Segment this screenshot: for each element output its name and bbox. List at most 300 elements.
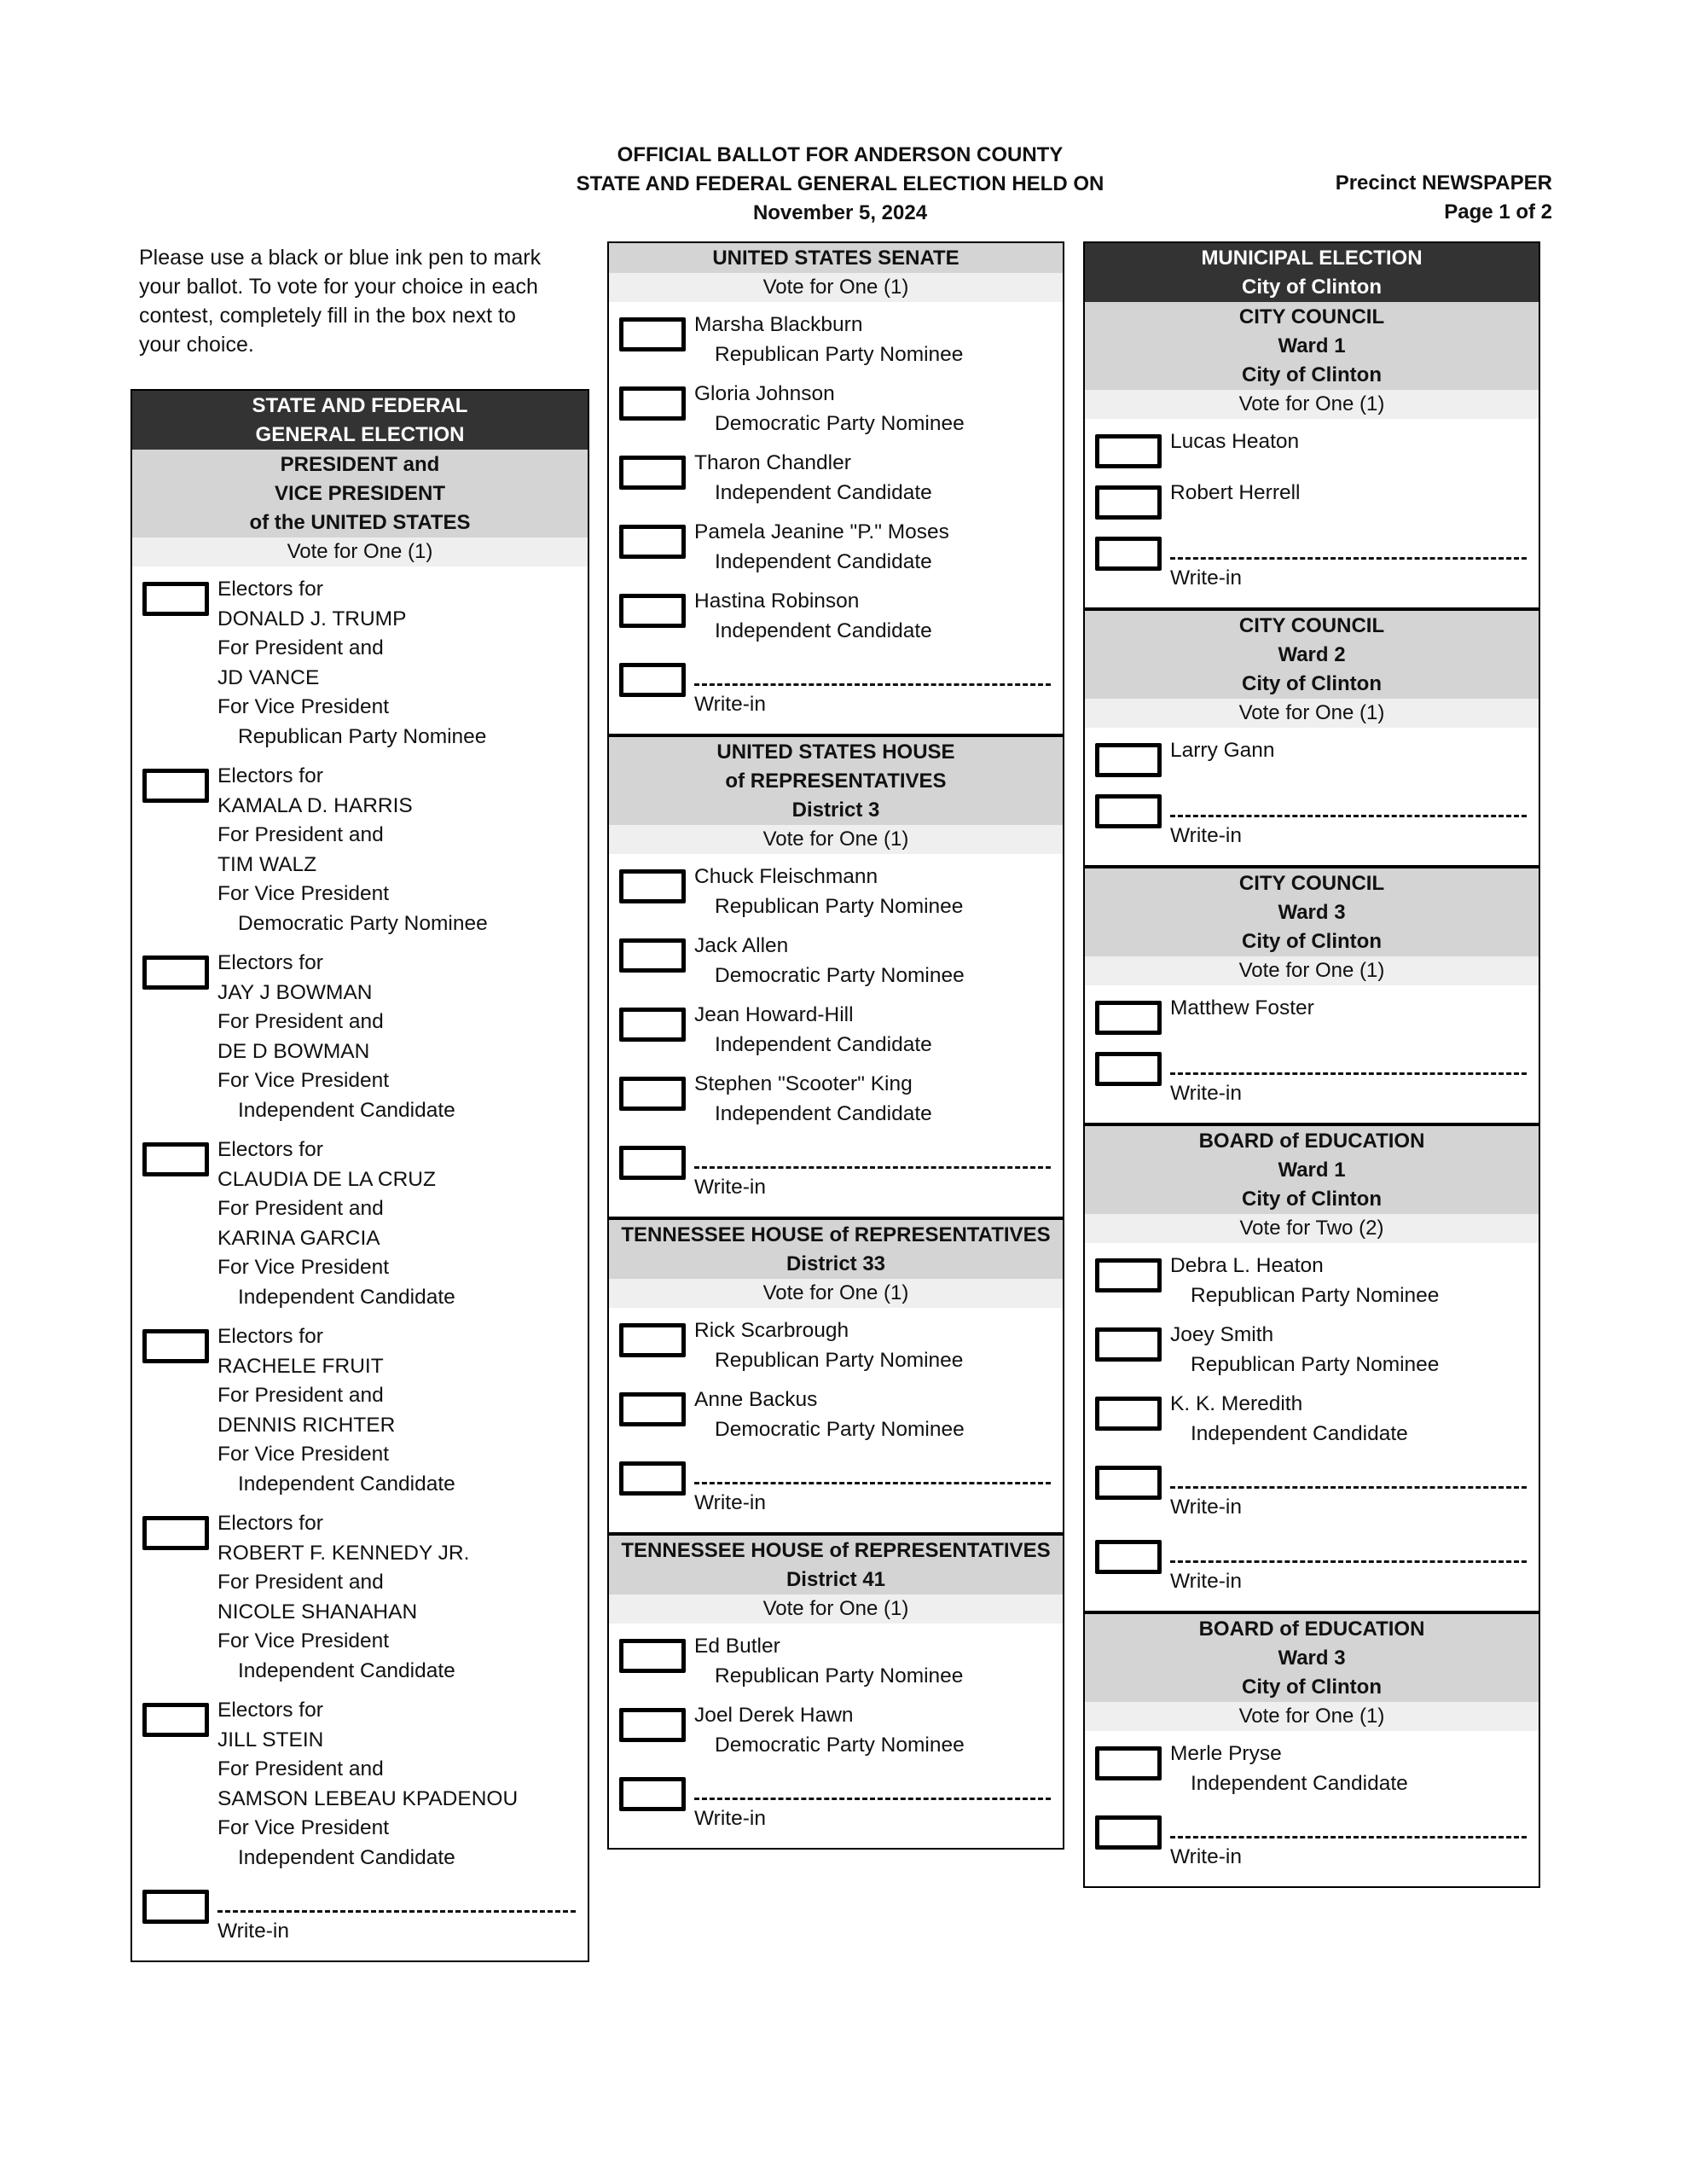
write-in-field[interactable] — [1170, 530, 1539, 594]
candidate-label — [1170, 479, 1301, 508]
office-title: CITY COUNCIL — [1238, 614, 1385, 637]
vote-target-box[interactable] — [619, 869, 686, 903]
candidate-label — [217, 1136, 455, 1312]
write-in-label: Write-in — [694, 1176, 766, 1199]
vote-target-box[interactable] — [619, 663, 686, 697]
office-title: TENNESSEE HOUSE of REPRESENTATIVES — [621, 1223, 1051, 1246]
candidate-name: Pamela Jeanine "P." Moses — [694, 520, 949, 543]
candidate-label — [1170, 994, 1314, 1024]
president-candidate-name: JILL STEIN — [217, 1728, 324, 1751]
vice-president-role-label: For Vice President — [217, 1816, 390, 1839]
title-line-1: OFFICIAL BALLOT FOR ANDERSON COUNTY — [617, 143, 1064, 166]
vote-target-box[interactable] — [619, 938, 686, 973]
vote-target-box[interactable] — [1095, 794, 1162, 828]
candidate-list — [1085, 728, 1539, 865]
candidate-name: K. K. Meredith — [1170, 1392, 1303, 1415]
president-candidate-name: RACHELE FRUIT — [217, 1354, 384, 1378]
instructions-line: Please use a black or blue ink pen to mark — [139, 246, 542, 270]
vice-president-candidate-name: SAMSON LEBEAU KPADENOU — [217, 1786, 519, 1810]
candidate-name: Robert Herrell — [1170, 481, 1301, 504]
contest-tn-house-33 — [607, 1218, 1064, 1534]
candidate-label — [694, 1385, 965, 1444]
office-header — [609, 243, 1063, 273]
party-affiliation: Republican Party Nominee — [715, 1348, 964, 1372]
electors-label: Electors for — [217, 1512, 323, 1535]
office-header — [132, 450, 588, 537]
vice-president-candidate-name: JD VANCE — [217, 665, 320, 689]
vote-target-box[interactable] — [1095, 485, 1162, 520]
office-title: of REPRESENTATIVES — [725, 770, 947, 793]
candidate-option[interactable] — [609, 999, 1063, 1068]
candidate-option[interactable] — [132, 573, 588, 760]
precinct-label: Precinct NEWSPAPER — [1335, 171, 1552, 195]
write-in-line[interactable] — [1170, 1533, 1527, 1563]
party-affiliation: Independent Candidate — [715, 1101, 932, 1125]
vote-target-box[interactable] — [619, 1323, 686, 1357]
candidate-label — [1170, 427, 1299, 457]
party-affiliation: Democratic Party Nominee — [715, 1733, 965, 1757]
candidate-option[interactable] — [609, 1068, 1063, 1137]
party-affiliation: Independent Candidate — [238, 1472, 455, 1496]
candidate-list — [1085, 985, 1539, 1123]
candidate-name: Tharon Chandler — [694, 451, 851, 474]
candidate-option[interactable] — [132, 1321, 588, 1507]
write-in-line[interactable] — [1170, 530, 1527, 560]
candidate-label — [1170, 1390, 1408, 1449]
contest-board-of-education-ward-1 — [1083, 1124, 1540, 1612]
write-in-option[interactable] — [1085, 1043, 1539, 1118]
candidate-option[interactable] — [609, 378, 1063, 447]
ballot-title — [546, 141, 1134, 228]
vote-target-box[interactable] — [142, 1329, 209, 1363]
candidate-label — [1170, 736, 1275, 766]
write-in-label: Write-in — [1170, 1082, 1242, 1105]
vote-target-box[interactable] — [1095, 1397, 1162, 1431]
office-title: District 3 — [791, 799, 880, 822]
office-title: Ward 1 — [1278, 1159, 1346, 1182]
candidate-option[interactable] — [1085, 1250, 1539, 1319]
vote-target-box[interactable] — [619, 1392, 686, 1426]
candidate-label — [217, 949, 455, 1125]
write-in-field[interactable] — [217, 1883, 588, 1947]
candidate-label — [1170, 1321, 1439, 1380]
candidate-option[interactable] — [609, 861, 1063, 930]
president-role-label: For President and — [217, 1197, 384, 1220]
candidate-label — [217, 1696, 518, 1873]
write-in-field[interactable] — [1170, 787, 1539, 851]
vote-for-instruction: Vote for Two (2) — [1085, 1214, 1539, 1243]
candidate-name: Debra L. Heaton — [1170, 1254, 1324, 1277]
vote-target-box[interactable] — [142, 1703, 209, 1737]
party-affiliation: Republican Party Nominee — [715, 342, 964, 366]
party-affiliation: Independent Candidate — [238, 1658, 455, 1682]
vote-for-instruction: Vote for One (1) — [132, 537, 588, 566]
candidate-option[interactable] — [609, 516, 1063, 585]
vote-target-box[interactable] — [1095, 1327, 1162, 1362]
vice-president-role-label: For Vice President — [217, 1069, 390, 1092]
vote-for-instruction: Vote for One (1) — [1085, 956, 1539, 985]
contest-president — [130, 389, 589, 1962]
write-in-label: Write-in — [1170, 1570, 1242, 1593]
write-in-field[interactable] — [1170, 1533, 1539, 1597]
president-candidate-name: KAMALA D. HARRIS — [217, 793, 413, 817]
president-role-label: For President and — [217, 636, 384, 659]
vote-target-box[interactable] — [1095, 1746, 1162, 1780]
candidate-name: Gloria Johnson — [694, 382, 835, 405]
president-role-label: For President and — [217, 1010, 384, 1033]
candidate-list — [609, 302, 1063, 734]
president-role-label: For President and — [217, 823, 384, 846]
party-affiliation: Republican Party Nominee — [238, 724, 487, 748]
contest-us-house — [607, 735, 1064, 1218]
party-affiliation: Independent Candidate — [715, 549, 932, 573]
vote-target-box[interactable] — [142, 1890, 209, 1924]
vote-target-box[interactable] — [619, 1077, 686, 1111]
vice-president-candidate-name: NICOLE SHANAHAN — [217, 1600, 418, 1623]
contest-board-of-education-ward-3 — [1083, 1612, 1540, 1888]
write-in-option[interactable] — [1085, 786, 1539, 860]
write-in-field[interactable] — [1170, 1809, 1539, 1873]
party-affiliation: Independent Candidate — [1191, 1771, 1408, 1795]
vote-target-box[interactable] — [1095, 537, 1162, 571]
section-title: MUNICIPAL ELECTION — [1201, 247, 1423, 270]
section-title: STATE AND FEDERAL — [252, 394, 468, 417]
candidate-label — [694, 380, 965, 439]
write-in-option[interactable] — [609, 1137, 1063, 1211]
candidate-name: Joel Derek Hawn — [694, 1704, 854, 1727]
candidate-option[interactable] — [609, 309, 1063, 378]
right-column — [1083, 241, 1540, 1888]
vote-for-instruction: Vote for One (1) — [1085, 699, 1539, 728]
party-affiliation: Independent Candidate — [715, 1032, 932, 1056]
candidate-option[interactable] — [132, 1134, 588, 1321]
write-in-line[interactable] — [694, 1139, 1051, 1169]
party-affiliation: Republican Party Nominee — [715, 1664, 964, 1687]
office-title: CITY COUNCIL — [1238, 305, 1385, 328]
president-role-label: For President and — [217, 1384, 384, 1407]
vote-target-box[interactable] — [1095, 1540, 1162, 1574]
write-in-option[interactable] — [1085, 1807, 1539, 1881]
write-in-option[interactable] — [609, 654, 1063, 729]
office-header — [609, 737, 1063, 825]
write-in-option[interactable] — [1085, 528, 1539, 602]
candidate-name: Matthew Foster — [1170, 996, 1314, 1019]
party-affiliation: Republican Party Nominee — [715, 894, 964, 918]
candidate-name: Jean Howard-Hill — [694, 1003, 854, 1026]
write-in-field[interactable] — [694, 1139, 1063, 1203]
party-affiliation: Democratic Party Nominee — [238, 911, 488, 935]
vote-target-box[interactable] — [1095, 1052, 1162, 1086]
candidate-option[interactable] — [609, 930, 1063, 999]
candidate-option[interactable] — [1085, 426, 1539, 477]
instructions-line: contest, completely fill in the box next to — [139, 304, 516, 328]
candidate-label — [694, 1701, 965, 1760]
office-title: PRESIDENT and — [280, 453, 440, 476]
candidate-name: Merle Pryse — [1170, 1742, 1282, 1765]
write-in-label: Write-in — [1170, 1845, 1242, 1868]
vote-target-box[interactable] — [619, 1146, 686, 1180]
office-header — [1085, 1614, 1539, 1702]
office-title: TENNESSEE HOUSE of REPRESENTATIVES — [621, 1539, 1051, 1562]
vote-target-box[interactable] — [142, 1516, 209, 1550]
candidate-list — [609, 1623, 1063, 1848]
vote-for-instruction: Vote for One (1) — [609, 1279, 1063, 1308]
candidate-label — [694, 587, 932, 646]
candidate-option[interactable] — [609, 1384, 1063, 1453]
office-title: UNITED STATES HOUSE — [716, 741, 955, 764]
write-in-line[interactable] — [1170, 1459, 1527, 1489]
party-affiliation: Democratic Party Nominee — [715, 1417, 965, 1441]
candidate-list — [1085, 419, 1539, 607]
candidate-label — [694, 449, 932, 508]
section-title: City of Clinton — [1242, 276, 1382, 299]
office-title: of the UNITED STATES — [249, 511, 471, 534]
party-affiliation: Independent Candidate — [238, 1845, 455, 1869]
vice-president-candidate-name: KARINA GARCIA — [217, 1226, 380, 1250]
vote-target-box[interactable] — [619, 456, 686, 490]
write-in-line[interactable] — [1170, 787, 1527, 817]
vice-president-role-label: For Vice President — [217, 1443, 390, 1466]
party-affiliation: Independent Candidate — [1191, 1421, 1408, 1445]
vote-target-box[interactable] — [1095, 1815, 1162, 1850]
candidate-name: Stephen "Scooter" King — [694, 1072, 913, 1095]
vote-target-box[interactable] — [142, 956, 209, 990]
write-in-label: Write-in — [1170, 824, 1242, 847]
write-in-option[interactable] — [1085, 1531, 1539, 1606]
left-column — [130, 389, 589, 1962]
contest-city-council-ward-1 — [1083, 241, 1540, 609]
office-title: City of Clinton — [1242, 930, 1382, 953]
office-title: BOARD of EDUCATION — [1198, 1130, 1425, 1153]
write-in-field[interactable] — [694, 656, 1063, 720]
candidate-option[interactable] — [132, 1507, 588, 1694]
office-header — [1085, 611, 1539, 699]
write-in-line[interactable] — [1170, 1809, 1527, 1838]
vote-target-box[interactable] — [619, 317, 686, 351]
candidate-name: Rick Scarbrough — [694, 1319, 849, 1342]
write-in-label: Write-in — [694, 693, 766, 716]
vice-president-role-label: For Vice President — [217, 1256, 390, 1279]
candidate-list — [609, 854, 1063, 1217]
office-title: CITY COUNCIL — [1238, 872, 1385, 895]
vote-target-box[interactable] — [619, 594, 686, 628]
section-title: GENERAL ELECTION — [255, 423, 465, 446]
page-number: Page 1 of 2 — [1444, 200, 1552, 224]
vote-for-instruction: Vote for One (1) — [609, 825, 1063, 854]
vote-target-box[interactable] — [619, 386, 686, 421]
office-title: Ward 3 — [1278, 901, 1346, 924]
candidate-option[interactable] — [1085, 1388, 1539, 1457]
candidate-list — [609, 1308, 1063, 1532]
president-candidate-name: DONALD J. TRUMP — [217, 607, 407, 630]
title-line-2: STATE AND FEDERAL GENERAL ELECTION HELD ON — [576, 172, 1104, 195]
write-in-line[interactable] — [694, 1770, 1051, 1800]
candidate-option[interactable] — [609, 1315, 1063, 1384]
candidate-label — [217, 762, 488, 938]
candidate-list — [1085, 1243, 1539, 1611]
section-header-state-federal — [132, 391, 588, 450]
office-title: UNITED STATES SENATE — [712, 247, 959, 270]
vice-president-role-label: For Vice President — [217, 1629, 390, 1653]
party-affiliation: Independent Candidate — [715, 619, 932, 642]
write-in-option[interactable] — [1085, 1457, 1539, 1531]
vote-target-box[interactable] — [1095, 434, 1162, 468]
write-in-label: Write-in — [1170, 1496, 1242, 1519]
candidate-option[interactable] — [1085, 1738, 1539, 1807]
office-title: BOARD of EDUCATION — [1198, 1618, 1425, 1641]
candidate-name: Joey Smith — [1170, 1323, 1274, 1346]
office-header — [1085, 1126, 1539, 1214]
candidate-list — [1085, 1731, 1539, 1886]
office-title: Ward 3 — [1278, 1647, 1346, 1670]
candidate-option[interactable] — [1085, 735, 1539, 786]
write-in-label: Write-in — [1170, 566, 1242, 590]
candidate-label — [217, 575, 486, 752]
precinct-info — [1160, 169, 1552, 227]
vote-for-instruction: Vote for One (1) — [1085, 1702, 1539, 1731]
vote-target-box[interactable] — [619, 1461, 686, 1496]
write-in-field[interactable] — [694, 1770, 1063, 1834]
contest-us-senate — [607, 241, 1064, 735]
candidate-name: Jack Allen — [694, 934, 789, 957]
candidate-name: Lucas Heaton — [1170, 430, 1300, 453]
office-title: City of Clinton — [1242, 1676, 1382, 1699]
candidate-option[interactable] — [609, 1699, 1063, 1769]
president-role-label: For President and — [217, 1757, 384, 1780]
candidate-option[interactable] — [132, 760, 588, 947]
candidate-label — [217, 1509, 469, 1686]
candidate-label — [694, 1632, 963, 1691]
office-title: City of Clinton — [1242, 363, 1382, 386]
candidate-option[interactable] — [609, 585, 1063, 654]
contest-city-council-ward-3 — [1083, 867, 1540, 1124]
candidate-name: Larry Gann — [1170, 739, 1275, 762]
vote-for-instruction: Vote for One (1) — [1085, 390, 1539, 419]
party-affiliation: Independent Candidate — [715, 480, 932, 504]
vote-target-box[interactable] — [619, 1008, 686, 1042]
candidate-option[interactable] — [1085, 992, 1539, 1043]
office-title: VICE PRESIDENT — [274, 482, 446, 505]
candidate-label — [694, 1001, 932, 1060]
write-in-label: Write-in — [694, 1491, 766, 1514]
president-candidate-name: CLAUDIA DE LA CRUZ — [217, 1167, 436, 1191]
write-in-field[interactable] — [1170, 1459, 1539, 1523]
write-in-label: Write-in — [217, 1920, 289, 1943]
party-affiliation: Republican Party Nominee — [1191, 1352, 1440, 1376]
vote-target-box[interactable] — [1095, 1001, 1162, 1035]
electors-label: Electors for — [217, 1325, 323, 1348]
write-in-option[interactable] — [609, 1453, 1063, 1527]
party-affiliation: Republican Party Nominee — [1191, 1283, 1440, 1307]
title-line-3: November 5, 2024 — [752, 201, 928, 224]
office-title: City of Clinton — [1242, 1188, 1382, 1211]
electors-label: Electors for — [217, 578, 323, 601]
candidate-label — [217, 1322, 455, 1499]
party-affiliation: Democratic Party Nominee — [715, 411, 965, 435]
president-candidate-name: JAY J BOWMAN — [217, 980, 373, 1004]
vote-target-box[interactable] — [1095, 1258, 1162, 1292]
party-affiliation: Independent Candidate — [238, 1098, 455, 1122]
candidate-option[interactable] — [609, 447, 1063, 516]
vote-target-box[interactable] — [619, 525, 686, 559]
write-in-line[interactable] — [1170, 1045, 1527, 1075]
candidate-label — [694, 311, 963, 369]
instructions — [139, 243, 583, 359]
write-in-line[interactable] — [217, 1883, 576, 1913]
vice-president-candidate-name: DE D BOWMAN — [217, 1039, 370, 1063]
vote-target-box[interactable] — [142, 582, 209, 616]
candidate-option[interactable] — [609, 1630, 1063, 1699]
candidate-name: Chuck Fleischmann — [694, 865, 878, 888]
vice-president-role-label: For Vice President — [217, 695, 390, 718]
contest-city-council-ward-2 — [1083, 609, 1540, 867]
candidate-list — [132, 566, 588, 1960]
president-role-label: For President and — [217, 1571, 384, 1594]
electors-label: Electors for — [217, 764, 323, 787]
write-in-option[interactable] — [609, 1769, 1063, 1843]
party-affiliation: Democratic Party Nominee — [715, 963, 965, 987]
write-in-field[interactable] — [1170, 1045, 1539, 1109]
office-title: Ward 1 — [1278, 334, 1346, 357]
vote-target-box[interactable] — [619, 1708, 686, 1742]
contest-tn-house-41 — [607, 1534, 1064, 1850]
office-title: District 41 — [786, 1568, 886, 1591]
electors-label: Electors for — [217, 1699, 323, 1722]
candidate-option[interactable] — [132, 1694, 588, 1881]
vice-president-candidate-name: DENNIS RICHTER — [217, 1413, 396, 1437]
candidate-label — [1170, 1252, 1439, 1310]
office-header — [609, 1536, 1063, 1594]
candidate-option[interactable] — [1085, 1319, 1539, 1388]
middle-column — [607, 241, 1064, 1850]
write-in-line[interactable] — [694, 656, 1051, 686]
vote-target-box[interactable] — [619, 1777, 686, 1811]
vote-for-instruction: Vote for One (1) — [609, 1594, 1063, 1623]
candidate-name: Marsha Blackburn — [694, 313, 863, 336]
vice-president-role-label: For Vice President — [217, 882, 390, 905]
candidate-label — [694, 518, 949, 577]
vote-target-box[interactable] — [142, 1142, 209, 1176]
write-in-field[interactable] — [694, 1455, 1063, 1519]
candidate-option[interactable] — [1085, 477, 1539, 528]
candidate-name: Anne Backus — [694, 1388, 818, 1411]
write-in-option[interactable] — [132, 1881, 588, 1955]
office-title: District 33 — [786, 1252, 886, 1275]
vice-president-candidate-name: TIM WALZ — [217, 852, 317, 876]
candidate-label — [694, 1316, 963, 1375]
office-header — [609, 1220, 1063, 1279]
write-in-line[interactable] — [694, 1455, 1051, 1484]
party-affiliation: Independent Candidate — [238, 1285, 455, 1309]
office-header — [1085, 868, 1539, 956]
instructions-line: your ballot. To vote for your choice in each — [139, 275, 538, 299]
candidate-option[interactable] — [132, 947, 588, 1134]
office-title: Ward 2 — [1278, 643, 1346, 666]
vote-target-box[interactable] — [1095, 1466, 1162, 1500]
office-header — [1085, 302, 1539, 390]
vote-target-box[interactable] — [142, 769, 209, 803]
candidate-label — [1170, 1740, 1408, 1798]
office-title: City of Clinton — [1242, 672, 1382, 695]
vote-for-instruction: Vote for One (1) — [609, 273, 1063, 302]
vote-target-box[interactable] — [1095, 743, 1162, 777]
electors-label: Electors for — [217, 1138, 323, 1161]
write-in-label: Write-in — [694, 1807, 766, 1830]
section-header-municipal — [1085, 243, 1539, 302]
candidate-label — [694, 1070, 932, 1129]
president-candidate-name: ROBERT F. KENNEDY JR. — [217, 1541, 470, 1565]
vote-target-box[interactable] — [619, 1639, 686, 1673]
